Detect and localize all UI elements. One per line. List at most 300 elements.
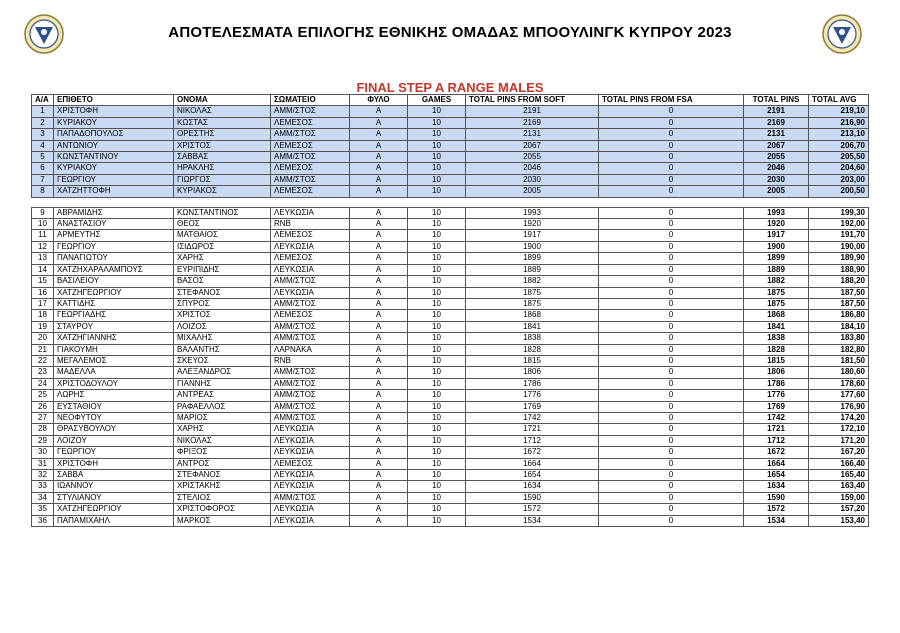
pins-fsa-cell: 0 xyxy=(599,310,744,321)
pins-fsa-cell: 0 xyxy=(599,470,744,481)
gender-cell: Α xyxy=(350,129,408,140)
games-cell: 10 xyxy=(408,140,466,151)
pins-soft-cell: 1993 xyxy=(466,207,599,218)
games-cell: 10 xyxy=(408,310,466,321)
games-cell: 10 xyxy=(408,481,466,492)
name-cell: ΧΡΙΣΤΟΣ xyxy=(174,140,271,151)
club-cell: ΑΜΜ/ΣΤΟΣ xyxy=(271,492,350,503)
club-cell: ΛΕΜΕΣΟΣ xyxy=(271,310,350,321)
name-cell: ΧΡΙΣΤΑΚΗΣ xyxy=(174,481,271,492)
remaining-rows xyxy=(32,207,869,526)
club-cell: ΛΕΜΕΣΟΣ xyxy=(271,253,350,264)
games-cell: 10 xyxy=(408,333,466,344)
club-cell: RNB xyxy=(271,355,350,366)
table-row xyxy=(32,458,869,469)
pins-fsa-cell: 0 xyxy=(599,106,744,117)
pins-fsa-cell: 0 xyxy=(599,367,744,378)
name-cell: ΚΥΡΙΑΚΟΣ xyxy=(174,186,271,197)
surname-cell: ΓΕΩΡΓΙΟΥ xyxy=(54,174,174,185)
gender-cell: Α xyxy=(350,412,408,423)
col-header-total-avg: TOTAL AVG xyxy=(809,95,869,106)
games-cell: 10 xyxy=(408,174,466,185)
total-avg-cell: 199,30 xyxy=(809,207,869,218)
pins-fsa-cell: 0 xyxy=(599,117,744,128)
games-cell: 10 xyxy=(408,230,466,241)
pins-soft-cell: 2030 xyxy=(466,174,599,185)
surname-cell: ΧΡΙΣΤΟΔΟΥΛΟΥ xyxy=(54,378,174,389)
games-cell: 10 xyxy=(408,152,466,163)
club-cell: ΑΜΜ/ΣΤΟΣ xyxy=(271,401,350,412)
games-cell: 10 xyxy=(408,163,466,174)
games-cell: 10 xyxy=(408,458,466,469)
rank-cell: 14 xyxy=(32,264,54,275)
games-cell: 10 xyxy=(408,470,466,481)
surname-cell: ΚΩΝΣΤΑΝΤΙΝΟΥ xyxy=(54,152,174,163)
rank-cell: 4 xyxy=(32,140,54,151)
pins-fsa-cell: 0 xyxy=(599,458,744,469)
gender-cell: Α xyxy=(350,481,408,492)
pins-fsa-cell: 0 xyxy=(599,355,744,366)
gender-cell: Α xyxy=(350,470,408,481)
pins-soft-cell: 1786 xyxy=(466,378,599,389)
pins-soft-cell: 1776 xyxy=(466,390,599,401)
club-cell: ΛΕΜΕΣΟΣ xyxy=(271,230,350,241)
name-cell: ΟΡΕΣΤΗΣ xyxy=(174,129,271,140)
rank-cell: 32 xyxy=(32,470,54,481)
pins-fsa-cell: 0 xyxy=(599,207,744,218)
total-pins-cell: 1712 xyxy=(744,435,809,446)
pins-soft-cell: 1920 xyxy=(466,219,599,230)
rank-cell: 25 xyxy=(32,390,54,401)
club-cell: ΛΑΡΝΑΚΑ xyxy=(271,344,350,355)
games-cell: 10 xyxy=(408,492,466,503)
surname-cell: ΑΡΜΕΥΤΗΣ xyxy=(54,230,174,241)
col-header-games: GAMES xyxy=(408,95,466,106)
rank-cell: 15 xyxy=(32,276,54,287)
col-header-total-pins: TOTAL PINS xyxy=(744,95,809,106)
games-cell: 10 xyxy=(408,435,466,446)
rank-cell: 20 xyxy=(32,333,54,344)
pins-fsa-cell: 0 xyxy=(599,129,744,140)
table-row xyxy=(32,106,869,117)
col-header-gender: ΦΥΛΟ xyxy=(350,95,408,106)
total-pins-cell: 1786 xyxy=(744,378,809,389)
table-row xyxy=(32,344,869,355)
gender-cell: Α xyxy=(350,435,408,446)
games-cell: 10 xyxy=(408,287,466,298)
surname-cell: ΣΤΥΛΙΑΝΟΥ xyxy=(54,492,174,503)
club-cell: ΛΕΜΕΣΟΣ xyxy=(271,140,350,151)
table-row xyxy=(32,117,869,128)
pins-soft-cell: 1882 xyxy=(466,276,599,287)
total-avg-cell: 187,50 xyxy=(809,287,869,298)
games-cell: 10 xyxy=(408,424,466,435)
pins-fsa-cell: 0 xyxy=(599,333,744,344)
games-cell: 10 xyxy=(408,355,466,366)
pins-fsa-cell: 0 xyxy=(599,481,744,492)
club-cell: ΛΕΥΚΩΣΙΑ xyxy=(271,470,350,481)
club-cell: ΑΜΜ/ΣΤΟΣ xyxy=(271,152,350,163)
surname-cell: ΧΑΤΖΗΤΤΟΦΗ xyxy=(54,186,174,197)
table-row xyxy=(32,321,869,332)
total-pins-cell: 1672 xyxy=(744,447,809,458)
total-pins-cell: 1828 xyxy=(744,344,809,355)
pins-soft-cell: 2046 xyxy=(466,163,599,174)
club-cell: ΑΜΜ/ΣΤΟΣ xyxy=(271,129,350,140)
surname-cell: ΓΙΑΚΟΥΜΗ xyxy=(54,344,174,355)
surname-cell: ΜΕΓΑΛΕΜΟΣ xyxy=(54,355,174,366)
surname-cell: ΧΑΤΖΗΓΕΩΡΓΙΟΥ xyxy=(54,504,174,515)
rank-cell: 6 xyxy=(32,163,54,174)
total-pins-cell: 1889 xyxy=(744,264,809,275)
surname-cell: ΚΑΤΤΙΔΗΣ xyxy=(54,298,174,309)
table-row xyxy=(32,253,869,264)
total-avg-cell: 178,60 xyxy=(809,378,869,389)
gender-cell: Α xyxy=(350,117,408,128)
total-pins-cell: 1815 xyxy=(744,355,809,366)
games-cell: 10 xyxy=(408,186,466,197)
name-cell: ΑΝΤΡΕΑΣ xyxy=(174,390,271,401)
surname-cell: ΑΝΑΣΤΑΣΙΟΥ xyxy=(54,219,174,230)
qualified-rows xyxy=(32,106,869,197)
gender-cell: Α xyxy=(350,355,408,366)
games-cell: 10 xyxy=(408,412,466,423)
pins-soft-cell: 1590 xyxy=(466,492,599,503)
total-avg-cell: 205,50 xyxy=(809,152,869,163)
name-cell: ΧΡΙΣΤΟΣ xyxy=(174,310,271,321)
surname-cell: ΓΕΩΡΓΙΑΔΗΣ xyxy=(54,310,174,321)
table-row xyxy=(32,447,869,458)
rank-cell: 3 xyxy=(32,129,54,140)
name-cell: ΣΑΒΒΑΣ xyxy=(174,152,271,163)
table-row xyxy=(32,241,869,252)
rank-cell: 29 xyxy=(32,435,54,446)
col-header-pins-soft: TOTAL PINS FROM SOFT xyxy=(466,95,599,106)
pins-soft-cell: 1875 xyxy=(466,298,599,309)
pins-soft-cell: 1917 xyxy=(466,230,599,241)
pins-soft-cell: 1841 xyxy=(466,321,599,332)
games-cell: 10 xyxy=(408,219,466,230)
total-pins-cell: 2169 xyxy=(744,117,809,128)
rank-cell: 30 xyxy=(32,447,54,458)
total-avg-cell: 165,40 xyxy=(809,470,869,481)
table-row xyxy=(32,435,869,446)
name-cell: ΓΙΩΡΓΟΣ xyxy=(174,174,271,185)
club-cell: ΛΕΜΕΣΟΣ xyxy=(271,186,350,197)
pins-soft-cell: 1572 xyxy=(466,504,599,515)
pins-soft-cell: 2169 xyxy=(466,117,599,128)
pins-fsa-cell: 0 xyxy=(599,264,744,275)
col-header-surname: ΕΠΙΘΕΤΟ xyxy=(54,95,174,106)
gender-cell: Α xyxy=(350,367,408,378)
section-gap xyxy=(32,197,869,207)
surname-cell: ΛΟΙΖΟΥ xyxy=(54,435,174,446)
surname-cell: ΕΥΣΤΑΘΙΟΥ xyxy=(54,401,174,412)
table-row xyxy=(32,424,869,435)
games-cell: 10 xyxy=(408,207,466,218)
rank-cell: 19 xyxy=(32,321,54,332)
document-title: ΑΠΟΤΕΛΕΣΜΑΤΑ ΕΠΙΛΟΓΗΣ ΕΘΝΙΚΗΣ ΟΜΑΔΑΣ ΜΠΟΟΥΛΙΝΓΚ ΚΥΠΡΟΥ 2023 xyxy=(168,24,732,41)
pins-fsa-cell: 0 xyxy=(599,401,744,412)
total-avg-cell: 188,90 xyxy=(809,264,869,275)
table-row xyxy=(32,129,869,140)
total-avg-cell: 171,20 xyxy=(809,435,869,446)
table-row xyxy=(32,355,869,366)
total-pins-cell: 1664 xyxy=(744,458,809,469)
table-row xyxy=(32,310,869,321)
club-cell: ΛΕΜΕΣΟΣ xyxy=(271,163,350,174)
total-pins-cell: 1841 xyxy=(744,321,809,332)
club-cell: ΑΜΜ/ΣΤΟΣ xyxy=(271,412,350,423)
surname-cell: ΒΑΣΙΛΕΙΟΥ xyxy=(54,276,174,287)
name-cell: ΣΚΕΥΟΣ xyxy=(174,355,271,366)
table-row xyxy=(32,152,869,163)
surname-cell: ΧΡΙΣΤΟΦΗ xyxy=(54,458,174,469)
surname-cell: ΛΩΡΗΣ xyxy=(54,390,174,401)
club-cell: ΛΕΥΚΩΣΙΑ xyxy=(271,424,350,435)
total-avg-cell: 176,90 xyxy=(809,401,869,412)
surname-cell: ΣΑΒΒΑ xyxy=(54,470,174,481)
rank-cell: 24 xyxy=(32,378,54,389)
surname-cell: ΑΒΡΑΜΙΔΗΣ xyxy=(54,207,174,218)
table-row xyxy=(32,412,869,423)
table-row xyxy=(32,207,869,218)
gender-cell: Α xyxy=(350,390,408,401)
pins-soft-cell: 1712 xyxy=(466,435,599,446)
total-pins-cell: 1838 xyxy=(744,333,809,344)
total-pins-cell: 1742 xyxy=(744,412,809,423)
games-cell: 10 xyxy=(408,390,466,401)
total-avg-cell: 204,60 xyxy=(809,163,869,174)
rank-cell: 26 xyxy=(32,401,54,412)
gender-cell: Α xyxy=(350,174,408,185)
surname-cell: ΚΥΡΙΑΚΟΥ xyxy=(54,163,174,174)
club-cell: ΛΕΥΚΩΣΙΑ xyxy=(271,241,350,252)
surname-cell: ΧΑΤΖΗΓΙΑΝΝΗΣ xyxy=(54,333,174,344)
name-cell: ΧΑΡΗΣ xyxy=(174,253,271,264)
gender-cell: Α xyxy=(350,230,408,241)
name-cell: ΒΑΛΑΝΤΗΣ xyxy=(174,344,271,355)
total-pins-cell: 1776 xyxy=(744,390,809,401)
total-pins-cell: 2191 xyxy=(744,106,809,117)
name-cell: ΑΛΕΞΑΝΔΡΟΣ xyxy=(174,367,271,378)
surname-cell: ΜΑΔΕΛΛΑ xyxy=(54,367,174,378)
table-row xyxy=(32,298,869,309)
pins-soft-cell: 1806 xyxy=(466,367,599,378)
club-cell: ΑΜΜ/ΣΤΟΣ xyxy=(271,378,350,389)
col-header-aa: A/A xyxy=(32,95,54,106)
total-pins-cell: 1868 xyxy=(744,310,809,321)
table-row xyxy=(32,163,869,174)
gender-cell: Α xyxy=(350,504,408,515)
pins-soft-cell: 1815 xyxy=(466,355,599,366)
total-pins-cell: 1993 xyxy=(744,207,809,218)
games-cell: 10 xyxy=(408,253,466,264)
total-pins-cell: 2055 xyxy=(744,152,809,163)
total-avg-cell: 186,80 xyxy=(809,310,869,321)
gender-cell: Α xyxy=(350,186,408,197)
gender-cell: Α xyxy=(350,447,408,458)
rank-cell: 22 xyxy=(32,355,54,366)
name-cell: ΗΡΑΚΛΗΣ xyxy=(174,163,271,174)
name-cell: ΣΤΕΦΑΝΟΣ xyxy=(174,287,271,298)
pins-soft-cell: 1634 xyxy=(466,481,599,492)
table-row xyxy=(32,140,869,151)
name-cell: ΓΙΑΝΝΗΣ xyxy=(174,378,271,389)
club-cell: ΛΕΥΚΩΣΙΑ xyxy=(271,481,350,492)
pins-fsa-cell: 0 xyxy=(599,163,744,174)
games-cell: 10 xyxy=(408,106,466,117)
surname-cell: ΝΕΟΦΥΤΟΥ xyxy=(54,412,174,423)
pins-soft-cell: 1889 xyxy=(466,264,599,275)
table-row xyxy=(32,276,869,287)
gender-cell: Α xyxy=(350,163,408,174)
club-cell: ΛΕΜΕΣΟΣ xyxy=(271,458,350,469)
surname-cell: ΙΩΑΝΝΟΥ xyxy=(54,481,174,492)
gender-cell: Α xyxy=(350,310,408,321)
pins-fsa-cell: 0 xyxy=(599,447,744,458)
games-cell: 10 xyxy=(408,447,466,458)
total-avg-cell: 157,20 xyxy=(809,504,869,515)
rank-cell: 13 xyxy=(32,253,54,264)
gender-cell: Α xyxy=(350,140,408,151)
pins-soft-cell: 1654 xyxy=(466,470,599,481)
pins-fsa-cell: 0 xyxy=(599,412,744,423)
pins-fsa-cell: 0 xyxy=(599,321,744,332)
total-pins-cell: 1534 xyxy=(744,515,809,526)
gender-cell: Α xyxy=(350,152,408,163)
pins-fsa-cell: 0 xyxy=(599,152,744,163)
pins-fsa-cell: 0 xyxy=(599,424,744,435)
table-row xyxy=(32,378,869,389)
surname-cell: ΓΕΩΡΓΙΟΥ xyxy=(54,447,174,458)
total-avg-cell: 181,50 xyxy=(809,355,869,366)
rank-cell: 18 xyxy=(32,310,54,321)
col-header-club: ΣΩΜΑΤΕΙΟ xyxy=(271,95,350,106)
table-subtitle: FINAL STEP A RANGE MALES xyxy=(356,80,544,95)
total-avg-cell: 216,90 xyxy=(809,117,869,128)
gender-cell: Α xyxy=(350,264,408,275)
rank-cell: 11 xyxy=(32,230,54,241)
club-cell: ΛΕΥΚΩΣΙΑ xyxy=(271,287,350,298)
surname-cell: ΠΑΝΑΓΙΩΤΟΥ xyxy=(54,253,174,264)
gender-cell: Α xyxy=(350,321,408,332)
total-pins-cell: 2030 xyxy=(744,174,809,185)
surname-cell: ΣΤΑΥΡΟΥ xyxy=(54,321,174,332)
pins-soft-cell: 2067 xyxy=(466,140,599,151)
rank-cell: 36 xyxy=(32,515,54,526)
rank-cell: 28 xyxy=(32,424,54,435)
gender-cell: Α xyxy=(350,253,408,264)
pins-soft-cell: 1900 xyxy=(466,241,599,252)
pins-fsa-cell: 0 xyxy=(599,230,744,241)
table-row xyxy=(32,219,869,230)
col-header-pins-fsa: TOTAL PINS FROM FSA xyxy=(599,95,744,106)
total-avg-cell: 189,90 xyxy=(809,253,869,264)
name-cell: ΛΟΙΖΟΣ xyxy=(174,321,271,332)
rank-cell: 33 xyxy=(32,481,54,492)
total-avg-cell: 191,70 xyxy=(809,230,869,241)
results-table xyxy=(31,94,869,527)
games-cell: 10 xyxy=(408,241,466,252)
table-row xyxy=(32,481,869,492)
name-cell: ΦΡΙΞΟΣ xyxy=(174,447,271,458)
pins-soft-cell: 1899 xyxy=(466,253,599,264)
rank-cell: 27 xyxy=(32,412,54,423)
total-pins-cell: 2067 xyxy=(744,140,809,151)
gender-cell: Α xyxy=(350,276,408,287)
games-cell: 10 xyxy=(408,515,466,526)
pins-soft-cell: 2005 xyxy=(466,186,599,197)
table-row xyxy=(32,333,869,344)
club-cell: ΑΜΜ/ΣΤΟΣ xyxy=(271,298,350,309)
total-pins-cell: 1882 xyxy=(744,276,809,287)
gender-cell: Α xyxy=(350,492,408,503)
total-avg-cell: 184,10 xyxy=(809,321,869,332)
club-cell: ΛΕΥΚΩΣΙΑ xyxy=(271,515,350,526)
total-pins-cell: 2005 xyxy=(744,186,809,197)
surname-cell: ΧΡΙΣΤΟΦΗ xyxy=(54,106,174,117)
total-avg-cell: 213,10 xyxy=(809,129,869,140)
pins-fsa-cell: 0 xyxy=(599,492,744,503)
name-cell: ΧΑΡΗΣ xyxy=(174,424,271,435)
name-cell: ΧΡΙΣΤΟΦΟΡΟΣ xyxy=(174,504,271,515)
table-row xyxy=(32,230,869,241)
games-cell: 10 xyxy=(408,298,466,309)
name-cell: ΜΑΡΚΟΣ xyxy=(174,515,271,526)
total-avg-cell: 203,00 xyxy=(809,174,869,185)
total-avg-cell: 180,60 xyxy=(809,367,869,378)
table-row xyxy=(32,287,869,298)
games-cell: 10 xyxy=(408,264,466,275)
pins-fsa-cell: 0 xyxy=(599,435,744,446)
pins-soft-cell: 1721 xyxy=(466,424,599,435)
pins-fsa-cell: 0 xyxy=(599,287,744,298)
club-cell: ΑΜΜ/ΣΤΟΣ xyxy=(271,106,350,117)
total-pins-cell: 1721 xyxy=(744,424,809,435)
gender-cell: Α xyxy=(350,458,408,469)
table-row xyxy=(32,470,869,481)
rank-cell: 17 xyxy=(32,298,54,309)
club-cell: ΑΜΜ/ΣΤΟΣ xyxy=(271,390,350,401)
rank-cell: 34 xyxy=(32,492,54,503)
rank-cell: 5 xyxy=(32,152,54,163)
gender-cell: Α xyxy=(350,219,408,230)
rank-cell: 16 xyxy=(32,287,54,298)
table-row xyxy=(32,390,869,401)
gender-cell: Α xyxy=(350,298,408,309)
pins-fsa-cell: 0 xyxy=(599,298,744,309)
name-cell: ΘΕΟΣ xyxy=(174,219,271,230)
pins-soft-cell: 1664 xyxy=(466,458,599,469)
club-cell: ΑΜΜ/ΣΤΟΣ xyxy=(271,367,350,378)
rank-cell: 9 xyxy=(32,207,54,218)
total-pins-cell: 1900 xyxy=(744,241,809,252)
rank-cell: 10 xyxy=(32,219,54,230)
gender-cell: Α xyxy=(350,378,408,389)
rank-cell: 21 xyxy=(32,344,54,355)
gender-cell: Α xyxy=(350,106,408,117)
games-cell: 10 xyxy=(408,321,466,332)
gender-cell: Α xyxy=(350,515,408,526)
club-cell: ΛΕΥΚΩΣΙΑ xyxy=(271,504,350,515)
total-avg-cell: 163,40 xyxy=(809,481,869,492)
rank-cell: 1 xyxy=(32,106,54,117)
pins-soft-cell: 2131 xyxy=(466,129,599,140)
name-cell: ΜΙΧΑΛΗΣ xyxy=(174,333,271,344)
total-avg-cell: 174,20 xyxy=(809,412,869,423)
pins-fsa-cell: 0 xyxy=(599,253,744,264)
